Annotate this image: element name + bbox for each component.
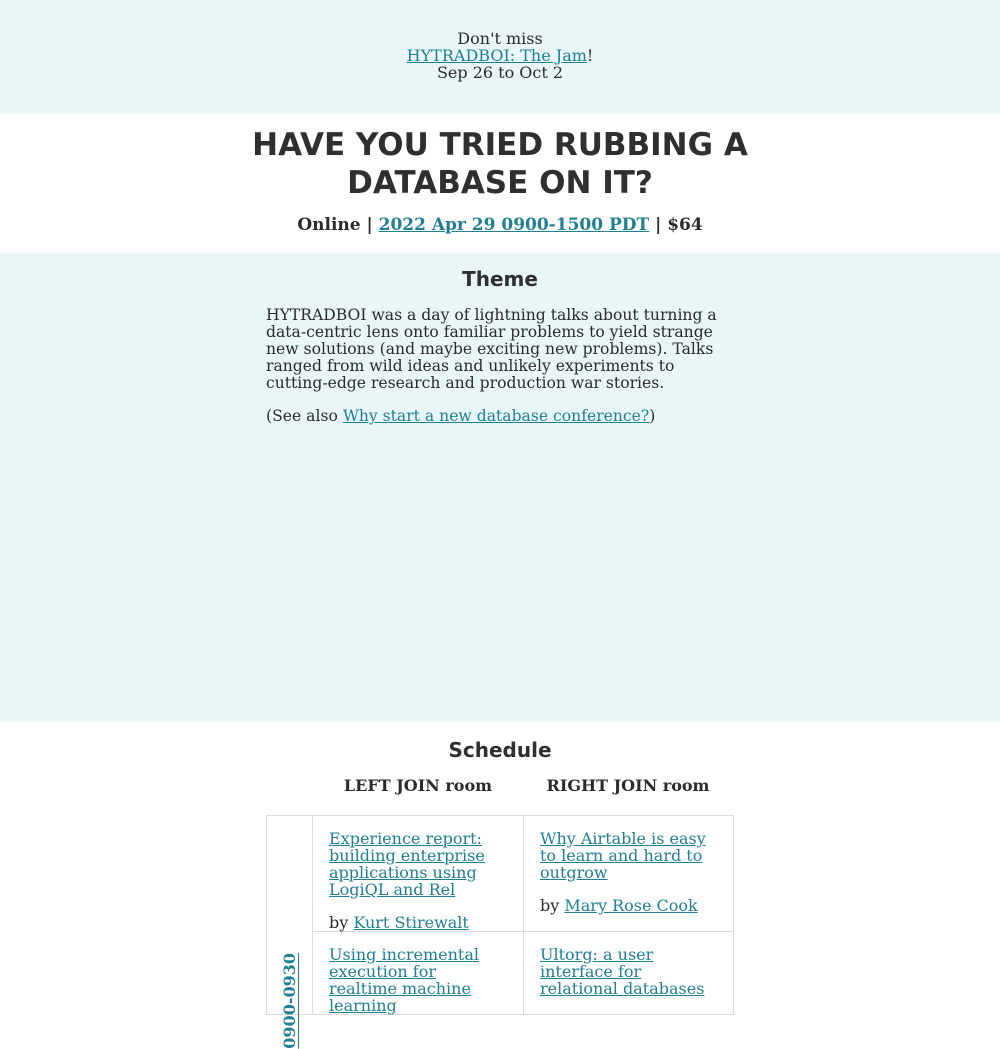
speaker-link[interactable]: Mary Rose Cook [564,896,698,915]
event-price: $64 [667,215,703,235]
room-headers [266,774,734,798]
talk-title-link[interactable]: Ultorg: a user interface for relational databases [540,945,705,998]
time-header-spacer [266,774,313,798]
by-prefix: by [540,896,565,915]
speaker-link[interactable]: Kurt Stirewalt [353,913,469,932]
banner-dates: Sep 26 to Oct 2 [436,63,564,82]
room-header-left: LEFT JOIN room [343,776,493,795]
event-date-link[interactable]: 2022 Apr 29 0900-1500 PDT [378,215,650,235]
theme-content [266,307,734,425]
schedule-grid [266,815,734,1049]
theme-section [0,253,1000,722]
theme-description: HYTRADBOI was a day of lightning talks about turning a data-centric lens onto familiar problems to yield strange new solutions (and maybe exciting new problems). Talks ranged from wild ideas and unlikely experiments to cutting-edge research and production war stories. [266,306,717,392]
room-header-right: RIGHT JOIN room [546,776,710,795]
talk-cell [313,816,523,931]
event-location: Online [297,215,361,235]
banner-prefix: Don't miss [457,29,543,48]
banner-line [0,47,1000,64]
talk-speaker [540,897,717,914]
talk-cell [313,932,523,1014]
time-slot-link[interactable]: 0900-0930 [280,953,299,1049]
schedule-section [0,722,1000,1049]
schedule-heading: Schedule [448,738,552,762]
hero-section [0,114,1000,253]
see-also [266,408,734,425]
talk-title-link[interactable]: Experience report: building enterprise applications using LogiQL and Rel [329,829,485,899]
schedule-row [313,932,733,1014]
talk-title-link[interactable]: Using incremental execution for realtime machine learning [329,945,479,1015]
talk-cell [523,816,733,931]
meta-separator: | [649,215,668,235]
page-title: HAVE YOU TRIED RUBBING A DATABASE ON IT? [252,127,748,201]
talk-speaker [329,914,507,931]
meta-separator: | [360,215,379,235]
by-prefix: by [329,913,354,932]
see-also-suffix: ) [649,407,656,425]
banner-suffix: ! [586,46,594,65]
schedule-row [313,816,733,932]
time-column [267,816,313,1049]
see-also-prefix: (See also [266,407,343,425]
theme-heading: Theme [462,267,538,291]
jam-link[interactable]: HYTRADBOI: The Jam [406,46,587,65]
talk-cell [523,932,733,1014]
announcement-banner [0,0,1000,114]
talk-title-link[interactable]: Why Airtable is easy to learn and hard to outgrow [540,829,706,882]
event-meta [0,215,1000,235]
why-conference-link[interactable]: Why start a new database conference? [342,407,650,425]
talk-slots [313,816,733,1014]
